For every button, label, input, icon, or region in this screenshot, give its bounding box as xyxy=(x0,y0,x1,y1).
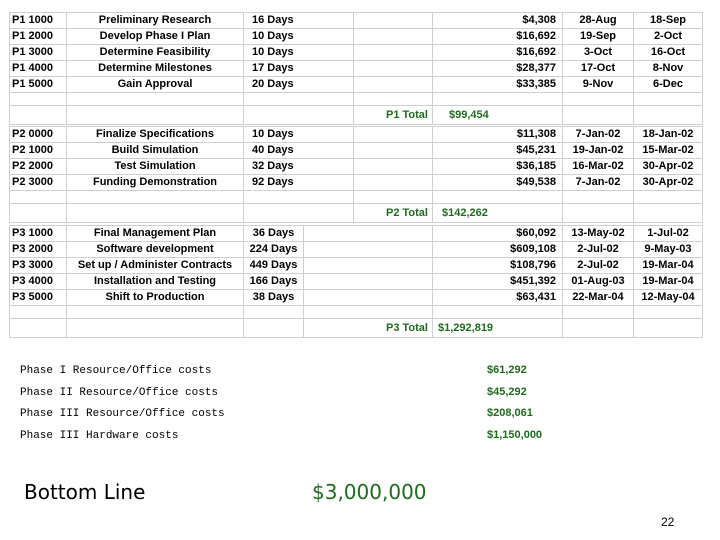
task-cost: $451,392 xyxy=(433,274,563,290)
task-name: Test Simulation xyxy=(67,159,244,175)
summary-row xyxy=(20,365,580,379)
empty-cell xyxy=(354,175,433,191)
table-row xyxy=(10,45,703,61)
task-cost: $4,308 xyxy=(433,13,563,29)
empty-cell xyxy=(304,274,433,290)
task-id: P1 2000 xyxy=(10,29,67,45)
task-start: 7-Jan-02 xyxy=(563,127,634,143)
task-end: 2-Oct xyxy=(634,29,703,45)
spacer-row xyxy=(10,306,703,319)
spacer-row xyxy=(10,191,703,204)
task-end: 15-Mar-02 xyxy=(634,143,703,159)
task-id: P3 2000 xyxy=(10,242,67,258)
total-row xyxy=(10,106,703,125)
table-row xyxy=(10,143,703,159)
bottom-line-value: $3,000,000 xyxy=(312,480,427,504)
task-id: P2 2000 xyxy=(10,159,67,175)
task-duration: 10 Days xyxy=(244,127,354,143)
empty-cell xyxy=(354,45,433,61)
empty-cell xyxy=(354,29,433,45)
task-duration: 32 Days xyxy=(244,159,354,175)
task-name: Develop Phase I Plan xyxy=(67,29,244,45)
task-duration: 36 Days xyxy=(244,226,304,242)
task-start: 3-Oct xyxy=(563,45,634,61)
task-duration: 16 Days xyxy=(244,13,354,29)
task-id: P3 4000 xyxy=(10,274,67,290)
empty-cell xyxy=(354,77,433,93)
task-cost: $33,385 xyxy=(433,77,563,93)
total-value: $1,292,819 xyxy=(433,319,563,338)
spacer-row xyxy=(10,93,703,106)
bottom-line-label: Bottom Line xyxy=(24,480,146,504)
task-name: Final Management Plan xyxy=(67,226,244,242)
task-id: P3 3000 xyxy=(10,258,67,274)
task-start: 13-May-02 xyxy=(563,226,634,242)
task-name: Software development xyxy=(67,242,244,258)
task-end: 1-Jul-02 xyxy=(634,226,703,242)
total-label: P1 Total xyxy=(354,106,433,125)
task-end: 12-May-04 xyxy=(634,290,703,306)
table-row xyxy=(10,159,703,175)
table-row xyxy=(10,242,703,258)
task-end: 6-Dec xyxy=(634,77,703,93)
empty-cell xyxy=(304,242,433,258)
task-id: P3 1000 xyxy=(10,226,67,242)
task-id: P1 4000 xyxy=(10,61,67,77)
task-id: P1 3000 xyxy=(10,45,67,61)
table-row xyxy=(10,175,703,191)
total-value: $99,454 xyxy=(433,106,563,125)
task-name: Installation and Testing xyxy=(67,274,244,290)
table-row xyxy=(10,61,703,77)
task-name: Finalize Specifications xyxy=(67,127,244,143)
task-duration: 449 Days xyxy=(244,258,304,274)
total-row xyxy=(10,204,703,223)
empty-cell xyxy=(304,290,433,306)
task-name: Shift to Production xyxy=(67,290,244,306)
empty-cell xyxy=(354,13,433,29)
task-start: 2-Jul-02 xyxy=(563,242,634,258)
summary-label: Phase II Resource/Office costs xyxy=(20,387,219,399)
task-end: 8-Nov xyxy=(634,61,703,77)
task-id: P2 0000 xyxy=(10,127,67,143)
task-start: 19-Jan-02 xyxy=(563,143,634,159)
task-start: 17-Oct xyxy=(563,61,634,77)
phase3-table xyxy=(9,225,703,338)
task-end: 18-Jan-02 xyxy=(634,127,703,143)
total-label: P2 Total xyxy=(354,204,433,223)
empty-cell xyxy=(304,258,433,274)
summary-value: $1,150,000 xyxy=(487,429,543,441)
total-row xyxy=(10,319,703,338)
task-cost: $36,185 xyxy=(433,159,563,175)
task-start: 2-Jul-02 xyxy=(563,258,634,274)
task-id: P2 1000 xyxy=(10,143,67,159)
task-name: Set up / Administer Contracts xyxy=(67,258,244,274)
table-row xyxy=(10,29,703,45)
empty-cell xyxy=(354,61,433,77)
task-duration: 166 Days xyxy=(244,274,304,290)
task-id: P2 3000 xyxy=(10,175,67,191)
total-value: $142,262 xyxy=(433,204,563,223)
summary-row xyxy=(20,408,580,422)
task-name: Funding Demonstration xyxy=(67,175,244,191)
task-name: Determine Milestones xyxy=(67,61,244,77)
task-end: 9-May-03 xyxy=(634,242,703,258)
empty-cell xyxy=(354,143,433,159)
task-duration: 92 Days xyxy=(244,175,354,191)
table-row xyxy=(10,77,703,93)
phase1-table xyxy=(9,12,703,125)
table-row xyxy=(10,290,703,306)
task-cost: $28,377 xyxy=(433,61,563,77)
task-id: P3 5000 xyxy=(10,290,67,306)
empty-cell xyxy=(354,127,433,143)
table-row xyxy=(10,127,703,143)
page-number: 22 xyxy=(661,515,675,529)
task-name: Preliminary Research xyxy=(67,13,244,29)
task-start: 01-Aug-03 xyxy=(563,274,634,290)
summary-value: $45,292 xyxy=(487,386,527,398)
task-duration: 40 Days xyxy=(244,143,354,159)
summary-value: $61,292 xyxy=(487,364,527,376)
task-end: 19-Mar-04 xyxy=(634,258,703,274)
table-row xyxy=(10,226,703,242)
task-name: Gain Approval xyxy=(67,77,244,93)
task-cost: $45,231 xyxy=(433,143,563,159)
task-cost: $63,431 xyxy=(433,290,563,306)
summary-row xyxy=(20,387,580,401)
task-id: P1 1000 xyxy=(10,13,67,29)
task-duration: 38 Days xyxy=(244,290,304,306)
task-duration: 10 Days xyxy=(244,45,354,61)
summary-value: $208,061 xyxy=(487,407,533,419)
task-cost: $609,108 xyxy=(433,242,563,258)
task-cost: $108,796 xyxy=(433,258,563,274)
task-end: 30-Apr-02 xyxy=(634,175,703,191)
task-end: 16-Oct xyxy=(634,45,703,61)
task-name: Determine Feasibility xyxy=(67,45,244,61)
task-cost: $16,692 xyxy=(433,45,563,61)
summary-label: Phase III Resource/Office costs xyxy=(20,408,225,420)
empty-cell xyxy=(304,226,433,242)
task-duration: 10 Days xyxy=(244,29,354,45)
phase2-table xyxy=(9,126,703,223)
task-id: P1 5000 xyxy=(10,77,67,93)
task-end: 18-Sep xyxy=(634,13,703,29)
task-start: 7-Jan-02 xyxy=(563,175,634,191)
table-row xyxy=(10,13,703,29)
task-cost: $16,692 xyxy=(433,29,563,45)
summary-label: Phase III Hardware costs xyxy=(20,430,179,442)
total-label: P3 Total xyxy=(304,319,433,338)
summary-label: Phase I Resource/Office costs xyxy=(20,365,212,377)
task-end: 30-Apr-02 xyxy=(634,159,703,175)
task-start: 9-Nov xyxy=(563,77,634,93)
task-start: 16-Mar-02 xyxy=(563,159,634,175)
task-start: 22-Mar-04 xyxy=(563,290,634,306)
task-start: 28-Aug xyxy=(563,13,634,29)
table-row xyxy=(10,258,703,274)
task-duration: 17 Days xyxy=(244,61,354,77)
task-cost: $60,092 xyxy=(433,226,563,242)
empty-cell xyxy=(354,159,433,175)
task-duration: 20 Days xyxy=(244,77,354,93)
task-cost: $49,538 xyxy=(433,175,563,191)
summary-row xyxy=(20,430,580,444)
task-duration: 224 Days xyxy=(244,242,304,258)
task-end: 19-Mar-04 xyxy=(634,274,703,290)
task-cost: $11,308 xyxy=(433,127,563,143)
table-row xyxy=(10,274,703,290)
task-name: Build Simulation xyxy=(67,143,244,159)
task-start: 19-Sep xyxy=(563,29,634,45)
